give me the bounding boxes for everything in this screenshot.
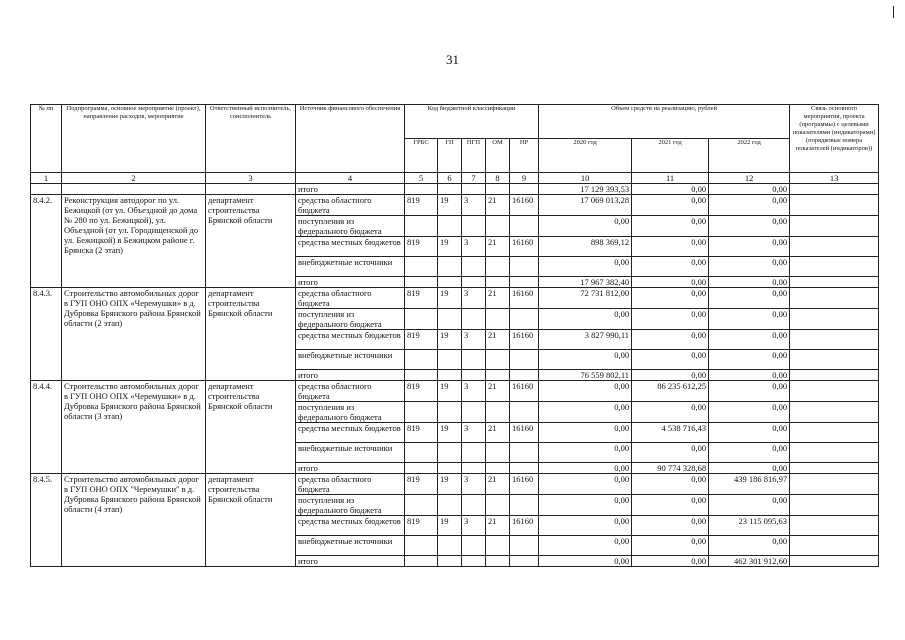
amount-2022: 0,00 (709, 237, 790, 257)
col-num: 1 (31, 173, 62, 184)
amount-2022: 0,00 (709, 195, 790, 216)
amount-2022: 0,00 (709, 381, 790, 402)
amount-2021: 0,00 (632, 257, 709, 277)
amount-2022: 0,00 (709, 350, 790, 370)
code-gp: 19 (438, 195, 462, 216)
indicator-link-cell (790, 350, 879, 370)
amount-2022: 0,00 (709, 495, 790, 516)
amount-2021: 0,00 (632, 350, 709, 370)
indicator-link-cell (790, 495, 879, 516)
amount-2021: 90 774 328,68 (632, 463, 709, 474)
col-num: 11 (632, 173, 709, 184)
amount-2021: 0,00 (632, 443, 709, 463)
header-source: Источник финансового обеспечения (296, 105, 405, 173)
code-om: 21 (486, 237, 510, 257)
indicator-link-cell (790, 423, 879, 443)
code-gp: 19 (438, 474, 462, 495)
indicator-link-cell (790, 381, 879, 402)
indicator-link-cell (790, 516, 879, 536)
code-grbs (405, 277, 438, 288)
amount-2020: 76 559 802,11 (539, 370, 632, 381)
header-pgp: ПГП (462, 139, 486, 173)
section-source-row (31, 474, 879, 495)
source-cell: поступления из федерального бюджета (296, 216, 405, 237)
code-grbs: 819 (405, 423, 438, 443)
col-num: 4 (296, 173, 405, 184)
header-2020: 2020 год (539, 139, 632, 173)
code-grbs: 819 (405, 516, 438, 536)
item-number: 8.4.4. (31, 381, 62, 474)
code-gp: 19 (438, 516, 462, 536)
page-number: 31 (446, 52, 459, 67)
section-source-row (31, 288, 879, 309)
item-executor: департамент строительства Брянской области (206, 288, 296, 381)
code-pgp: 3 (462, 237, 486, 257)
indicator-link-cell (790, 536, 879, 556)
amount-2020: 17 129 393,53 (539, 184, 632, 195)
column-numbers-row (31, 173, 879, 184)
amount-2020: 72 731 812,00 (539, 288, 632, 309)
source-cell: поступления из федерального бюджета (296, 309, 405, 330)
code-grbs (405, 556, 438, 567)
source-cell: внебюджетные источники (296, 443, 405, 463)
item-executor: департамент строительства Брянской области (206, 474, 296, 567)
amount-2021: 0,00 (632, 288, 709, 309)
amount-2020: 0,00 (539, 536, 632, 556)
col-num: 10 (539, 173, 632, 184)
amount-2020: 0,00 (539, 516, 632, 536)
source-cell: средства областного бюджета (296, 474, 405, 495)
code-gp (438, 350, 462, 370)
amount-2020: 0,00 (539, 463, 632, 474)
code-grbs: 819 (405, 330, 438, 350)
code-om (486, 402, 510, 423)
amount-2020: 0,00 (539, 474, 632, 495)
amount-2020: 0,00 (539, 309, 632, 330)
amount-2022: 0,00 (709, 330, 790, 350)
code-grbs (405, 536, 438, 556)
code-gp: 19 (438, 237, 462, 257)
header-no: № пп (31, 105, 62, 173)
code-gp: 19 (438, 423, 462, 443)
code-om (486, 277, 510, 288)
code-nr (510, 257, 539, 277)
code-om (486, 536, 510, 556)
item-executor: департамент строительства Брянской области (206, 195, 296, 288)
source-cell: итого (296, 370, 405, 381)
amount-2022: 0,00 (709, 463, 790, 474)
col-num: 3 (206, 173, 296, 184)
col-num: 12 (709, 173, 790, 184)
code-nr (510, 495, 539, 516)
code-gp (438, 216, 462, 237)
empty-cell (405, 184, 438, 195)
code-om (486, 350, 510, 370)
empty-cell (62, 184, 206, 195)
amount-2020: 17 967 382,40 (539, 277, 632, 288)
indicator-link-cell (790, 556, 879, 567)
amount-2022: 462 301 912,60 (709, 556, 790, 567)
col-num: 6 (438, 173, 462, 184)
amount-2021: 0,00 (632, 237, 709, 257)
indicator-link-cell (790, 402, 879, 423)
code-nr: 16160 (510, 474, 539, 495)
amount-2022: 0,00 (709, 288, 790, 309)
item-number: 8.4.2. (31, 195, 62, 288)
indicator-link-cell (790, 288, 879, 309)
amount-2022: 0,00 (709, 277, 790, 288)
amount-2021: 0,00 (632, 495, 709, 516)
code-grbs: 819 (405, 381, 438, 402)
amount-2022: 0,00 (709, 370, 790, 381)
code-grbs (405, 257, 438, 277)
code-nr (510, 556, 539, 567)
empty-cell (206, 184, 296, 195)
code-pgp (462, 556, 486, 567)
amount-2020: 898 369,12 (539, 237, 632, 257)
code-nr (510, 463, 539, 474)
amount-2021: 0,00 (632, 536, 709, 556)
amount-2020: 0,00 (539, 443, 632, 463)
code-nr: 16160 (510, 330, 539, 350)
empty-cell (510, 184, 539, 195)
code-gp (438, 463, 462, 474)
source-cell: итого (296, 277, 405, 288)
item-number: 8.4.5. (31, 474, 62, 567)
code-nr: 16160 (510, 288, 539, 309)
code-pgp: 3 (462, 330, 486, 350)
code-nr (510, 443, 539, 463)
indicator-link-cell (790, 370, 879, 381)
amount-2021: 86 235 612,25 (632, 381, 709, 402)
empty-cell (462, 184, 486, 195)
source-cell: внебюджетные источники (296, 536, 405, 556)
header-link: Связь основного мероприятия, проекта (программы) с целевыми показателями (индикаторами) (порядковые номера показателей (индикаторов)) (790, 105, 879, 173)
code-nr: 16160 (510, 195, 539, 216)
source-cell: средства местных бюджетов (296, 237, 405, 257)
amount-2020: 3 827 990,11 (539, 330, 632, 350)
code-nr (510, 309, 539, 330)
col-num: 13 (790, 173, 879, 184)
amount-2021: 0,00 (632, 277, 709, 288)
indicator-link-cell (790, 443, 879, 463)
code-pgp (462, 536, 486, 556)
code-pgp (462, 495, 486, 516)
code-pgp: 3 (462, 423, 486, 443)
amount-2021: 0,00 (632, 195, 709, 216)
code-gp (438, 556, 462, 567)
code-nr: 16160 (510, 381, 539, 402)
code-nr (510, 277, 539, 288)
code-nr: 16160 (510, 423, 539, 443)
code-nr: 16160 (510, 237, 539, 257)
code-om (486, 556, 510, 567)
empty-cell (790, 184, 879, 195)
empty-cell (438, 184, 462, 195)
col-num: 9 (510, 173, 539, 184)
code-grbs: 819 (405, 474, 438, 495)
code-om: 21 (486, 423, 510, 443)
amount-2021: 0,00 (632, 556, 709, 567)
code-pgp (462, 463, 486, 474)
col-num: 5 (405, 173, 438, 184)
code-nr (510, 350, 539, 370)
code-grbs: 819 (405, 237, 438, 257)
amount-2022: 0,00 (709, 402, 790, 423)
source-cell: итого (296, 556, 405, 567)
code-grbs: 819 (405, 288, 438, 309)
code-gp (438, 370, 462, 381)
code-pgp (462, 350, 486, 370)
code-grbs (405, 370, 438, 381)
amount-2022: 0,00 (709, 184, 790, 195)
budget-table (30, 104, 879, 567)
item-executor: департамент строительства Брянской области (206, 381, 296, 474)
code-nr: 16160 (510, 516, 539, 536)
source-cell: средства местных бюджетов (296, 423, 405, 443)
code-gp: 19 (438, 330, 462, 350)
indicator-link-cell (790, 257, 879, 277)
item-title: Строительство автомобильных дорог в ГУП ОНО ОПХ "Черемушки" в д. Дубровка Брянского района Брянской области (4 этап) (62, 474, 206, 567)
code-pgp: 3 (462, 288, 486, 309)
header-budget-code: Код бюджетной классификации (405, 105, 539, 139)
item-title: Строительство автомобильных дорог в ГУП ОНО ОПХ «Черемушки» в д. Дубровка Брянского района Брянской области (3 этап) (62, 381, 206, 474)
indicator-link-cell (790, 474, 879, 495)
amount-2020: 0,00 (539, 556, 632, 567)
code-gp (438, 257, 462, 277)
code-grbs (405, 463, 438, 474)
code-pgp (462, 402, 486, 423)
amount-2021: 0,00 (632, 474, 709, 495)
amount-2022: 439 186 816,97 (709, 474, 790, 495)
amount-2022: 23 115 095,63 (709, 516, 790, 536)
code-om (486, 495, 510, 516)
code-om: 21 (486, 288, 510, 309)
code-pgp (462, 216, 486, 237)
header-grbs: ГРБС (405, 139, 438, 173)
code-pgp: 3 (462, 516, 486, 536)
code-om (486, 370, 510, 381)
code-pgp (462, 257, 486, 277)
code-om (486, 463, 510, 474)
amount-2021: 0,00 (632, 402, 709, 423)
source-cell: итого (296, 463, 405, 474)
code-om (486, 257, 510, 277)
header-2021: 2021 год (632, 139, 709, 173)
indicator-link-cell (790, 216, 879, 237)
code-om (486, 309, 510, 330)
code-gp (438, 536, 462, 556)
amount-2022: 0,00 (709, 536, 790, 556)
code-om: 21 (486, 330, 510, 350)
col-num: 8 (486, 173, 510, 184)
amount-2021: 0,00 (632, 330, 709, 350)
section-source-row (31, 381, 879, 402)
header-executor: Ответственный исполнитель, соисполнитель (206, 105, 296, 173)
code-gp (438, 277, 462, 288)
header-volume: Объем средств на реализацию, рублей (539, 105, 790, 139)
amount-2022: 0,00 (709, 216, 790, 237)
amount-2021: 0,00 (632, 516, 709, 536)
amount-2020: 17 069 013,28 (539, 195, 632, 216)
source-cell: средства местных бюджетов (296, 516, 405, 536)
code-om: 21 (486, 195, 510, 216)
amount-2020: 0,00 (539, 381, 632, 402)
amount-2021: 0,00 (632, 370, 709, 381)
indicator-link-cell (790, 195, 879, 216)
source-cell: поступления из федерального бюджета (296, 402, 405, 423)
amount-2021: 0,00 (632, 309, 709, 330)
indicator-link-cell (790, 463, 879, 474)
code-pgp (462, 443, 486, 463)
code-om (486, 443, 510, 463)
source-cell: поступления из федерального бюджета (296, 495, 405, 516)
amount-2020: 0,00 (539, 350, 632, 370)
code-grbs (405, 216, 438, 237)
indicator-link-cell (790, 309, 879, 330)
code-nr (510, 536, 539, 556)
amount-2022: 0,00 (709, 443, 790, 463)
code-nr (510, 216, 539, 237)
code-gp (438, 402, 462, 423)
code-grbs (405, 443, 438, 463)
code-nr (510, 402, 539, 423)
header-nr: НР (510, 139, 539, 173)
code-om: 21 (486, 474, 510, 495)
amount-2022: 0,00 (709, 309, 790, 330)
item-title: Реконструкция автодорог по ул. Бежицкой (от ул. Объездной до дома № 280 по ул. Бежицкой), ул. Объездной (от ул. Городищенской до ул. Бежицкой) в Бежицком районе г. Брянска (2 этап) (62, 195, 206, 288)
amount-2021: 0,00 (632, 216, 709, 237)
header-om: ОМ (486, 139, 510, 173)
header-gp: ГП (438, 139, 462, 173)
empty-cell (31, 184, 62, 195)
empty-cell (486, 184, 510, 195)
header-subprogram: Подпрограмма, основное мероприятие (проект), направление расходов, мероприятие (62, 105, 206, 173)
indicator-link-cell (790, 277, 879, 288)
header-2022: 2022 год (709, 139, 790, 173)
col-num: 2 (62, 173, 206, 184)
code-pgp (462, 309, 486, 330)
code-om: 21 (486, 381, 510, 402)
page-edge-mark (893, 6, 894, 18)
item-title: Строительство автомобильных дорог в ГУП ОНО ОПХ «Черемушки» в д. Дубровка Брянского района Брянской области (2 этап) (62, 288, 206, 381)
amount-2022: 0,00 (709, 423, 790, 443)
indicator-link-cell (790, 330, 879, 350)
code-nr (510, 370, 539, 381)
source-cell: средства местных бюджетов (296, 330, 405, 350)
source-cell: итого (296, 184, 405, 195)
code-pgp: 3 (462, 195, 486, 216)
amount-2020: 0,00 (539, 216, 632, 237)
amount-2020: 0,00 (539, 402, 632, 423)
code-gp (438, 309, 462, 330)
code-grbs (405, 495, 438, 516)
amount-2020: 0,00 (539, 423, 632, 443)
code-grbs (405, 350, 438, 370)
amount-2021: 0,00 (632, 184, 709, 195)
code-pgp (462, 277, 486, 288)
code-grbs: 819 (405, 195, 438, 216)
code-grbs (405, 309, 438, 330)
amount-2021: 4 538 716,43 (632, 423, 709, 443)
item-number: 8.4.3. (31, 288, 62, 381)
col-num: 7 (462, 173, 486, 184)
code-om: 21 (486, 516, 510, 536)
code-pgp: 3 (462, 381, 486, 402)
source-cell: средства областного бюджета (296, 195, 405, 216)
code-gp: 19 (438, 381, 462, 402)
code-gp: 19 (438, 288, 462, 309)
source-cell: внебюджетные источники (296, 257, 405, 277)
amount-2022: 0,00 (709, 257, 790, 277)
source-cell: внебюджетные источники (296, 350, 405, 370)
code-grbs (405, 402, 438, 423)
amount-2020: 0,00 (539, 495, 632, 516)
code-om (486, 216, 510, 237)
code-gp (438, 495, 462, 516)
code-pgp (462, 370, 486, 381)
section-source-row (31, 195, 879, 216)
indicator-link-cell (790, 237, 879, 257)
top-total-row (31, 184, 879, 195)
source-cell: средства областного бюджета (296, 381, 405, 402)
source-cell: средства областного бюджета (296, 288, 405, 309)
amount-2020: 0,00 (539, 257, 632, 277)
code-pgp: 3 (462, 474, 486, 495)
table-body (31, 173, 879, 567)
code-gp (438, 443, 462, 463)
